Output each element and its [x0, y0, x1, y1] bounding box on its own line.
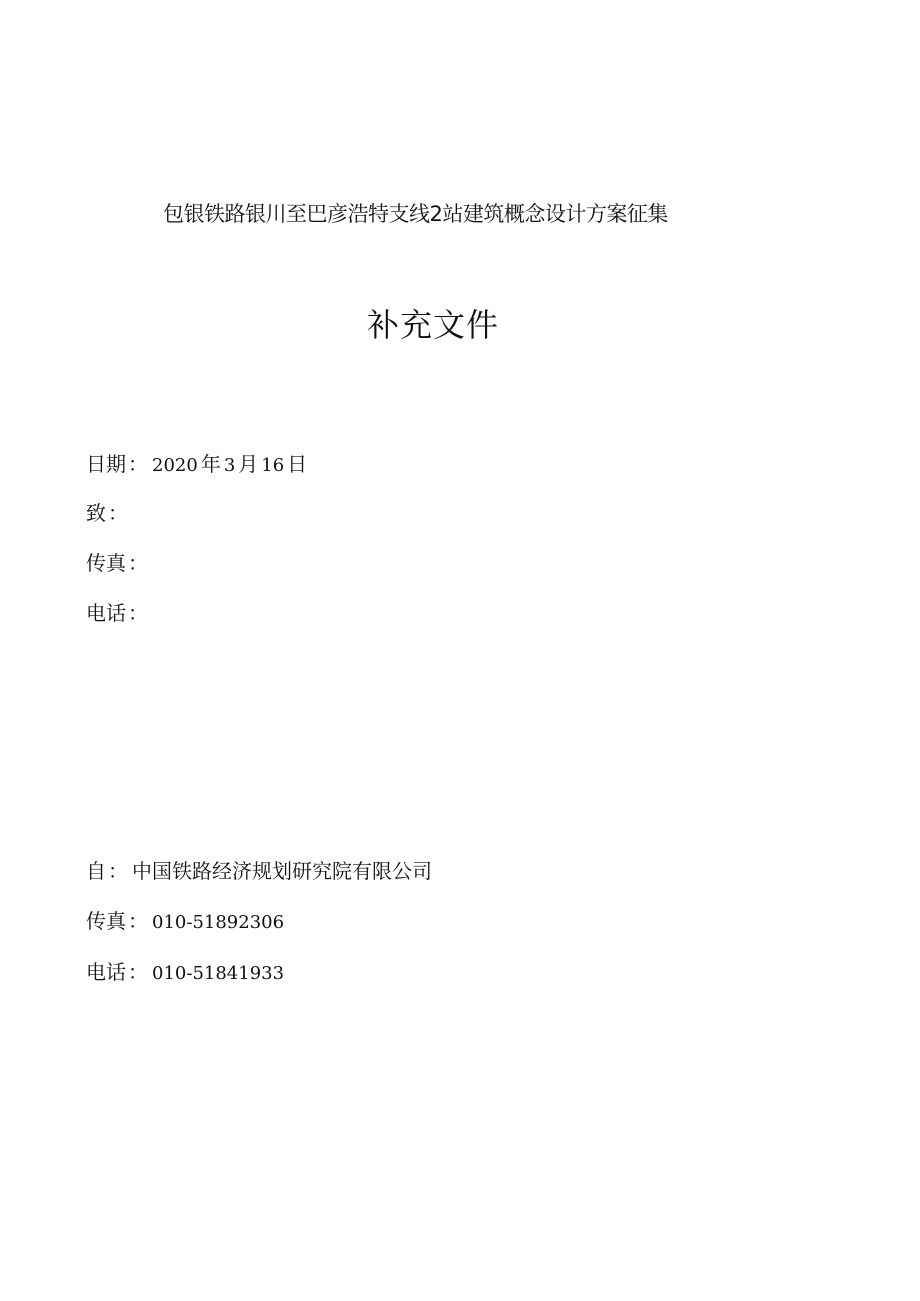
sender-phone-label: 电话: [86, 960, 126, 984]
to-label: 致: [86, 501, 106, 525]
document-subtitle: 包银铁路银川至巴彦浩特支线2站建筑概念设计方案征集: [163, 202, 668, 226]
sender-fax-colon: ：: [128, 909, 148, 933]
from-colon: ：: [108, 859, 128, 883]
recipient-phone-field: [86, 597, 152, 626]
date-day: 16: [261, 455, 285, 476]
recipient-phone-colon: ：: [128, 601, 148, 625]
to-field: [86, 497, 132, 526]
from-value: 中国铁路经济规划研究院有限公司: [132, 859, 432, 883]
sender-phone-value: 010-51841933: [152, 963, 285, 984]
sender-fax-label: 传真: [86, 909, 126, 933]
date-colon: ：: [128, 452, 148, 476]
date-month-unit: 月: [238, 452, 259, 476]
date-month: 3: [223, 455, 236, 476]
sender-phone-field: [86, 956, 284, 985]
to-colon: ：: [108, 501, 128, 525]
date-day-unit: 日: [287, 452, 308, 476]
date-year-unit: 年: [200, 452, 221, 476]
recipient-fax-label: 传真: [86, 551, 126, 575]
recipient-phone-label: 电话: [86, 601, 126, 625]
recipient-fax-field: [86, 547, 152, 576]
date-field: [86, 448, 310, 477]
sender-fax-field: [86, 905, 284, 934]
sender-phone-colon: ：: [128, 960, 148, 984]
document-title: 补充文件: [366, 306, 499, 344]
from-label: 自: [86, 859, 106, 883]
from-field: [86, 855, 432, 884]
date-label: 日期: [86, 452, 126, 476]
date-year: 2020: [152, 455, 198, 476]
sender-fax-value: 010-51892306: [152, 912, 285, 933]
recipient-fax-colon: ：: [128, 551, 148, 575]
